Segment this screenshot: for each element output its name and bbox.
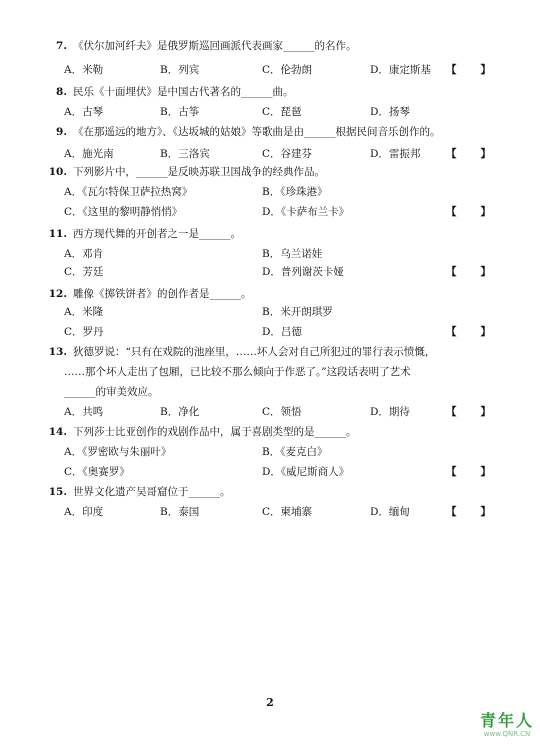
question-number: 8.: [56, 86, 67, 98]
question-text: 世界文化遗产吴哥窟位于______。: [73, 486, 231, 498]
answer-bracket: 【 】: [446, 148, 492, 160]
option-c: C．柬埔寨: [262, 506, 313, 518]
question-7: [48, 40, 357, 53]
question-text: 西方现代舞的开创者之一是______。: [73, 228, 241, 240]
option-a: A．邓肯: [64, 248, 104, 260]
option-b: B．《麦克白》: [262, 446, 328, 458]
option-d: D．吕德: [262, 326, 302, 338]
answer-bracket: 【 】: [446, 206, 492, 218]
question-text: 狄德罗说：“只有在戏院的池座里，……坏人会对自己所犯过的罪行表示愤慨，: [73, 346, 436, 358]
option-c: C．谷建芬: [262, 148, 313, 160]
watermark-logo: [480, 712, 534, 738]
question-number: 13.: [48, 346, 67, 358]
option-d: D．《威尼斯商人》: [262, 466, 350, 478]
question-text: 雕像《掷铁饼者》的创作者是______。: [73, 288, 252, 300]
question-13: [48, 346, 435, 359]
question-9: [48, 126, 441, 139]
option-b: B．列宾: [160, 64, 200, 76]
option-d: D．《卡萨布兰卡》: [262, 206, 350, 218]
option-d: D．普列谢茨卡娅: [262, 266, 344, 278]
option-a: A．米勒: [64, 64, 104, 76]
answer-bracket: 【 】: [446, 506, 492, 518]
option-b: B．净化: [160, 406, 200, 418]
option-b: B．《珍珠港》: [262, 186, 328, 198]
option-c: C．领悟: [262, 406, 302, 418]
question-10: [48, 166, 325, 179]
question-number: 10.: [48, 166, 67, 178]
answer-bracket: 【 】: [446, 466, 492, 478]
option-a: A．古琴: [64, 106, 104, 118]
option-c: C．伦勃朗: [262, 64, 313, 76]
question-text: 下列莎士比亚创作的戏剧作品中，属于喜剧类型的是______。: [73, 426, 357, 438]
question-text-line-2: ……那个坏人走出了包厢，已比较不那么倾向于作恶了。”这段话表明了艺术: [64, 366, 411, 378]
option-b: B．乌兰诺娃: [262, 248, 323, 260]
option-c: C．《奥赛罗》: [64, 466, 130, 478]
answer-bracket: 【 】: [446, 64, 492, 76]
question-text-line-3: ______的审美效应。: [64, 386, 159, 398]
question-11: [48, 228, 241, 241]
option-a: A．共鸣: [64, 406, 104, 418]
question-number: 12.: [48, 288, 67, 300]
option-c: C．芳廷: [64, 266, 104, 278]
option-d: D．缅甸: [370, 506, 410, 518]
question-number: 9.: [56, 126, 67, 138]
question-text: 民乐《十面埋伏》是中国古代著名的______曲。: [73, 86, 294, 98]
question-number: 11.: [48, 228, 67, 240]
question-15: [48, 486, 231, 499]
option-b: B．三洛宾: [160, 148, 210, 160]
option-d: D．期待: [370, 406, 410, 418]
option-b: B．泰国: [160, 506, 200, 518]
question-12: [48, 288, 252, 301]
option-b: B．米开朗琪罗: [262, 306, 333, 318]
page-number: 2: [266, 696, 274, 709]
question-text: 《伏尔加河纤夫》是俄罗斯巡回画派代表画家______的名作。: [73, 40, 357, 52]
option-b: B．古筝: [160, 106, 200, 118]
option-d: D．雷振邦: [370, 148, 421, 160]
option-c: C．罗丹: [64, 326, 104, 338]
question-14: [48, 426, 357, 439]
question-number: 14.: [48, 426, 67, 438]
option-c: C．《这里的黎明静悄悄》: [64, 206, 183, 218]
option-a: A．印度: [64, 506, 104, 518]
option-a: A．《瓦尔特保卫萨拉热窝》: [64, 186, 193, 198]
option-a: A．施光南: [64, 148, 114, 160]
answer-bracket: 【 】: [446, 326, 492, 338]
question-8: [48, 86, 294, 99]
question-number: 7.: [56, 40, 67, 52]
answer-bracket: 【 】: [446, 266, 492, 278]
option-c: C．琵琶: [262, 106, 302, 118]
option-a: A．《罗密欧与朱丽叶》: [64, 446, 172, 458]
question-text: 《在那遥远的地方》、《达坂城的姑娘》等歌曲是由______根据民间音乐创作的。: [73, 126, 441, 138]
option-d: D．康定斯基: [370, 64, 431, 76]
watermark-text: 青年人: [479, 711, 534, 730]
option-d: D．扬琴: [370, 106, 410, 118]
option-a: A．米隆: [64, 306, 104, 318]
question-text: 下列影片中，______是反映苏联卫国战争的经典作品。: [73, 166, 325, 178]
watermark-url: www.QNR.CN: [483, 730, 531, 738]
question-number: 15.: [48, 486, 67, 498]
answer-bracket: 【 】: [446, 406, 492, 418]
